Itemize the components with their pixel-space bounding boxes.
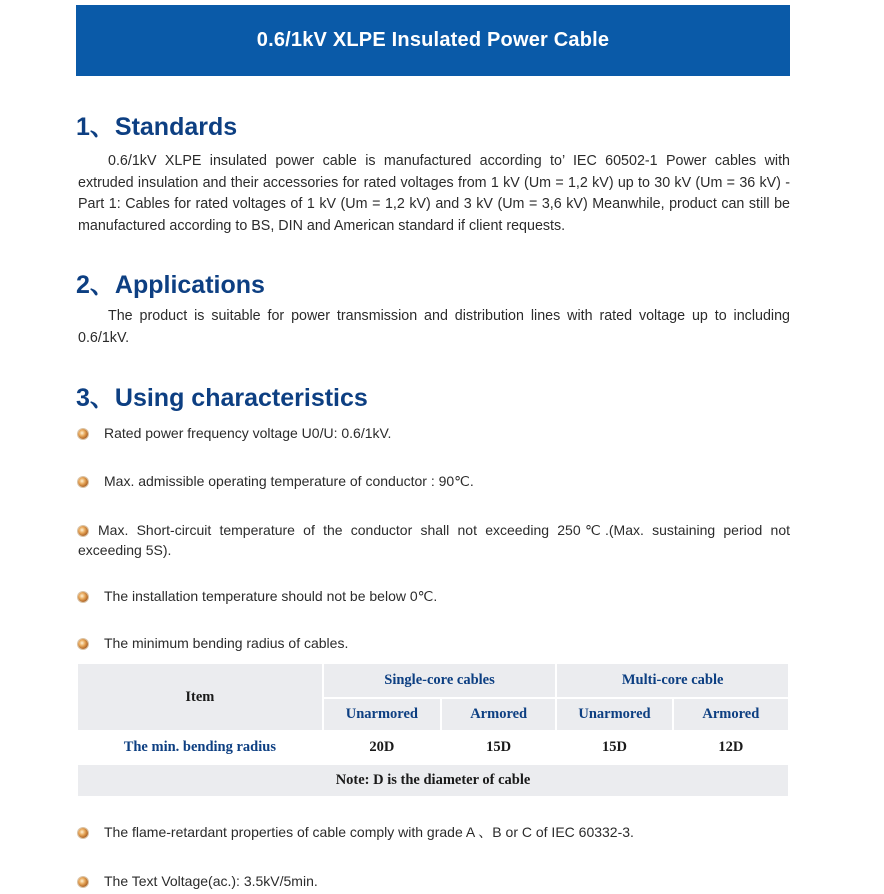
bullet-dot-icon [78,526,88,536]
table-cell: 15D [556,731,672,764]
bullet-text: The minimum bending radius of cables. [104,635,349,651]
bullet-item [78,633,790,653]
bending-radius-table [76,662,790,798]
bullet-text: The Text Voltage(ac.): 3.5kV/5min. [104,873,318,889]
bullet-dot-icon [78,639,88,649]
bullet-dot-icon [78,477,88,487]
page-title: 0.6/1kV XLPE Insulated Power Cable [256,29,610,51]
bullet-dot-icon [78,877,88,887]
bullet-text: The installation temperature should not be below 0℃. [104,588,438,604]
heading-standards: 1、Standards [76,113,238,141]
heading-using-characteristics: 3、Using characteristics [76,384,368,412]
bullet-item [78,423,790,443]
bullet-dot-icon [78,828,88,838]
table-subheader: Armored [673,698,789,731]
heading-applications: 2、Applications [76,271,265,299]
bullet-dot-icon [78,592,88,602]
bullet-item [78,520,790,560]
table-group-single-core: Single-core cables [323,663,557,698]
bullet-item [78,822,790,842]
table-cell: 12D [673,731,789,764]
table-subheader: Unarmored [323,698,441,731]
table-item-header: Item [77,663,323,731]
bullet-dot-icon [78,429,88,439]
table-subheader: Armored [441,698,556,731]
table-cell: 15D [441,731,556,764]
standards-paragraph: 0.6/1kV XLPE insulated power cable is manufactured according to’ IEC 60502-1 Power cables with extruded insulation and their accessories for rated voltages from 1 kV (Um = 1,2 kV) up to 30 kV (Um = 36 kV) -Part 1: Cables for rated voltages of 1 kV (Um = 1,2 kV) and 3 kV (Um = 3,6 kV) Meanwhile, product can still be manufactured according to BS, DIN and American standard if client requests. [78,153,790,234]
bullet-item [78,586,790,606]
bullet-text: Max. Short-circuit temperature of the conductor shall not exceeding 250℃.(Max. sustaining period not exceeding 5S). [78,522,790,558]
applications-paragraph: The product is suitable for power transmission and distribution lines with rated voltage up to including 0.6/1kV. [78,308,790,346]
table-subheader: Unarmored [556,698,672,731]
table-group-multi-core: Multi-core cable [556,663,789,698]
bullet-item [78,471,790,491]
bullet-text: Rated power frequency voltage U0/U: 0.6/1kV. [104,425,392,441]
table-cell: 20D [323,731,441,764]
table-row-label: The min. bending radius [77,731,323,764]
bullet-item [78,871,790,891]
bullet-text: The flame-retardant properties of cable comply with grade A 、B or C of IEC 60332-3. [104,824,634,840]
title-banner [76,5,790,76]
table-note: Note: D is the diameter of cable [77,764,789,797]
bullet-text: Max. admissible operating temperature of conductor : 90℃. [104,473,474,489]
